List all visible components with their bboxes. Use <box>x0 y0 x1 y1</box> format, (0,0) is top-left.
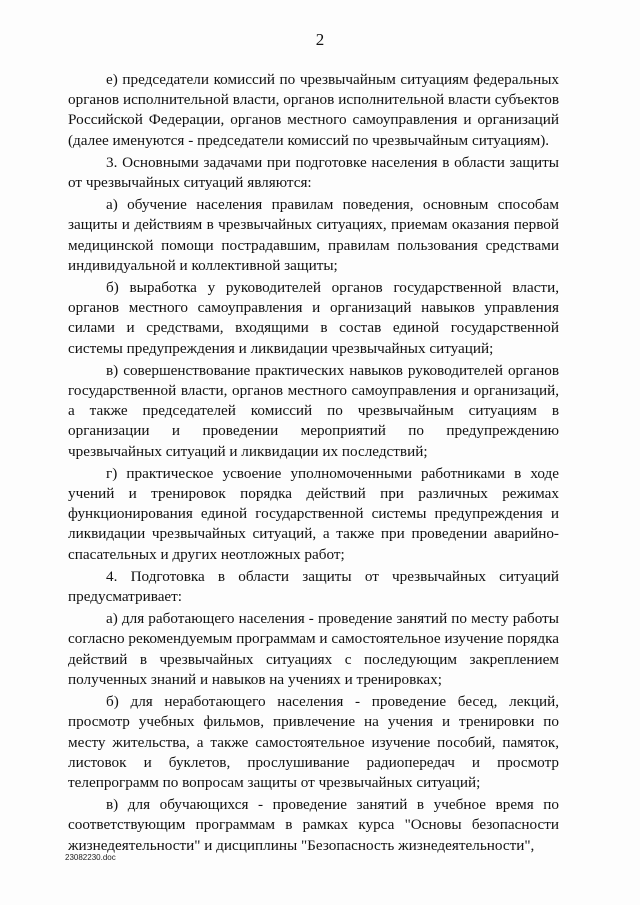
paragraph: в) совершенствование практических навыков руководителей органов государственной власти, органов местного самоуправления и организаций, а также председателей комиссий по чрезвычайным ситуациям в организации и проведении мероприятий по предупреждению чрезвычайных ситуаций и ликвидации их последствий; <box>68 361 559 460</box>
paragraph: в) для обучающихся - проведение занятий в учебное время по соответствующим программам в рамках курса "Основы безопасности жизнедеятельности" и дисциплины "Безопасность жизнедеятельности", <box>68 796 559 854</box>
paragraph: а) обучение населения правилам поведения, основным способам защиты и действиям в чрезвычайных ситуациях, приемам оказания первой медицинской помощи пострадавшим, правилам пользования средствами индивидуальной и коллективной защиты; <box>68 196 559 274</box>
document-body <box>68 70 559 856</box>
paragraph: б) для неработающего населения - проведение бесед, лекций, просмотр учебных фильмов, привлечение на учения и тренировки по месту жительства, а также самостоятельное изучение пособий, памяток, листовок и буклетов, прослушивание радиопередач и просмотр телепрограмм по вопросам защиты от чрезвычайных ситуаций; <box>68 693 559 791</box>
paragraph: г) практическое усвоение уполномоченными работниками в ходе учений и тренировок порядка действий при различных режимах функционирования единой государственной системы предупреждения и ликвидации чрезвычайных ситуаций, а также при проведении аварийно-спасательных и других неотложных работ; <box>68 464 559 563</box>
paragraph: 3. Основными задачами при подготовке населения в области защиты от чрезвычайных ситуаций являются: <box>68 153 559 192</box>
file-name-footer: 23082230.doc <box>65 853 116 862</box>
paragraph: 4. Подготовка в области защиты от чрезвычайных ситуаций предусматривает: <box>68 567 559 606</box>
page-number: 2 <box>315 30 325 49</box>
paragraph: а) для работающего населения - проведение занятий по месту работы согласно рекомендуемым программам и самостоятельное изучение порядка действий в чрезвычайных ситуациях с последующим закреплением полученных знаний и навыков на учениях и тренировках; <box>68 610 559 688</box>
paragraph: е) председатели комиссий по чрезвычайным ситуациям федеральных органов исполнительной власти, органов исполнительной власти субъектов Российской Федерации, органов местного самоуправления и организаций (далее именуются - председатели комиссий по чрезвычайным ситуациям). <box>68 71 559 149</box>
paragraph: б) выработка у руководителей органов государственной власти, органов местного самоуправления и организаций навыков управления силами и средствами, входящими в состав единой государственной системы предупреждения и ликвидации чрезвычайных ситуаций; <box>68 279 559 357</box>
